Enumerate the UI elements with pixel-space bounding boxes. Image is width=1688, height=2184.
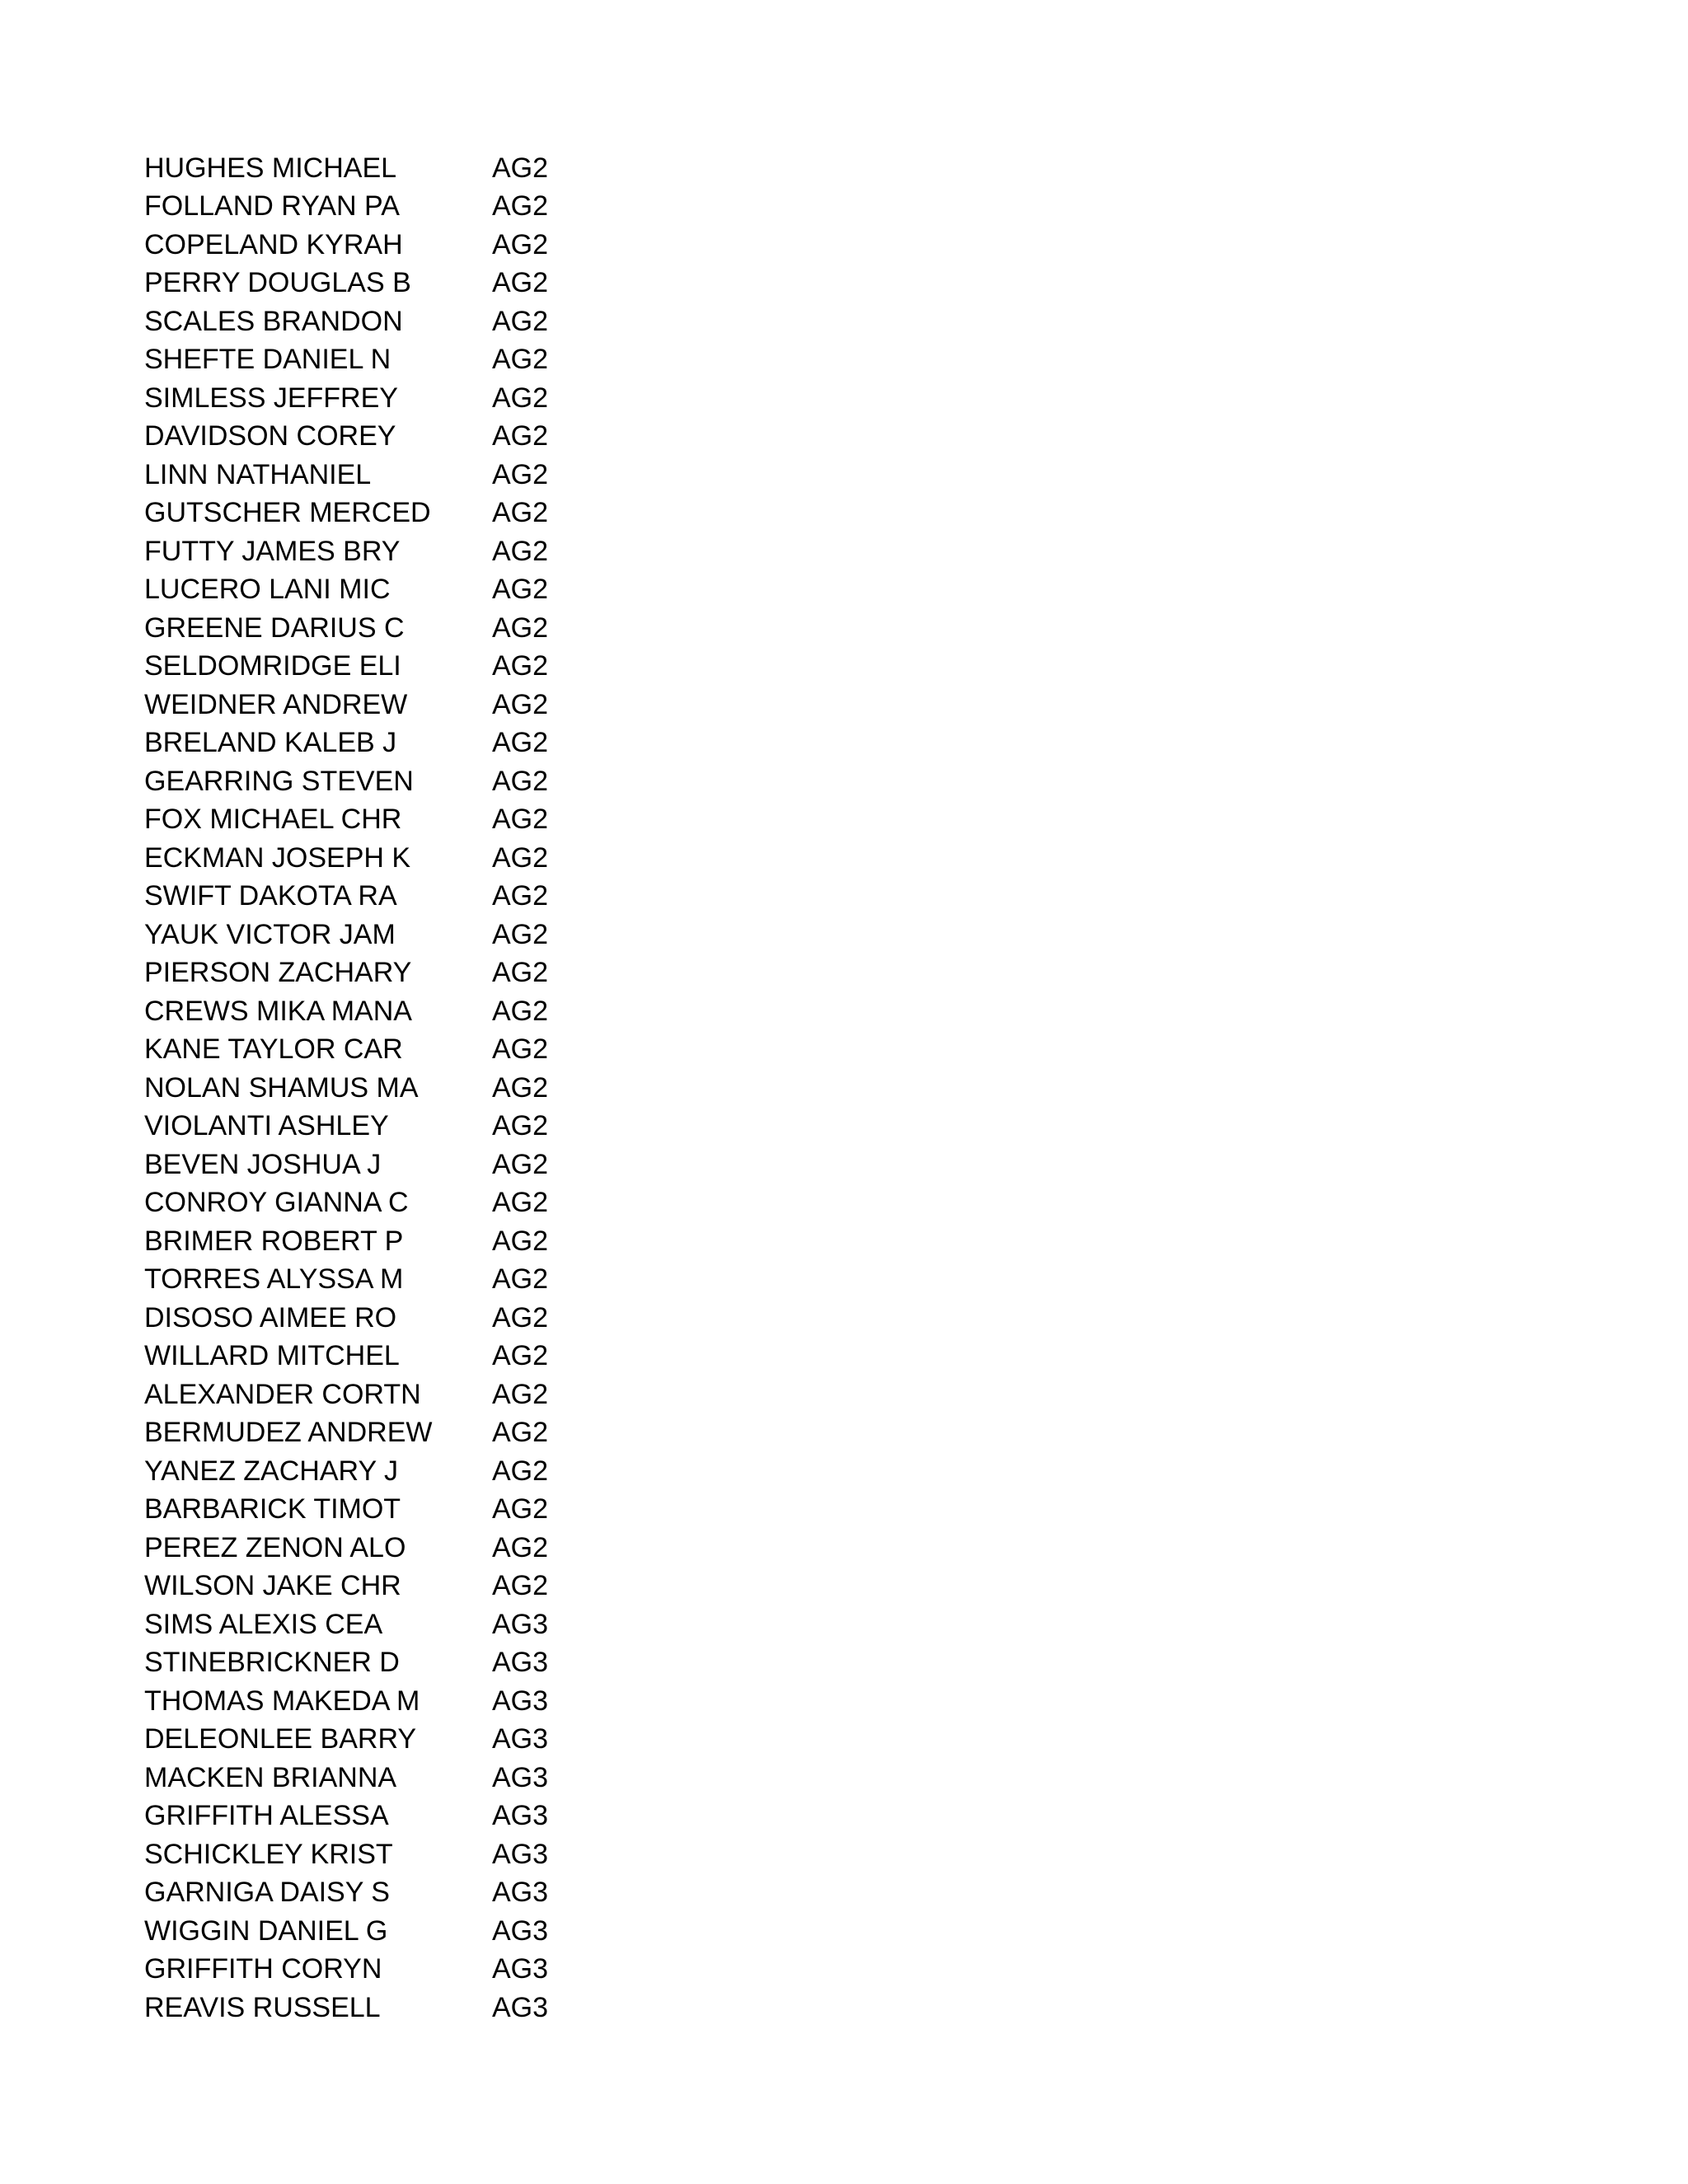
rating-code: AG3	[492, 1647, 549, 1679]
person-name: FOX MICHAEL CHR	[144, 804, 402, 836]
rating-code: AG2	[492, 1301, 549, 1333]
rating-code: AG2	[492, 1417, 549, 1449]
rating-code: AG2	[492, 535, 549, 567]
person-name: COPELAND KYRAH	[144, 228, 403, 260]
rating-code: AG2	[492, 1263, 549, 1296]
list-item	[144, 801, 639, 840]
rating-code: AG2	[492, 650, 549, 682]
rating-code: AG2	[492, 1110, 549, 1142]
person-name: WIGGIN DANIEL G	[144, 1915, 388, 1947]
rating-code: AG2	[492, 804, 549, 836]
list-item	[144, 494, 639, 533]
person-name: BRELAND KALEB J	[144, 727, 397, 759]
person-name: SELDOMRIDGE ELI	[144, 650, 401, 682]
person-name: SIMLESS JEFFREY	[144, 382, 398, 414]
person-name: KANE TAYLOR CAR	[144, 1033, 403, 1066]
list-item	[144, 1069, 639, 1108]
person-name: FOLLAND RYAN PA	[144, 190, 400, 223]
person-name: BEVEN JOSHUA J	[144, 1148, 382, 1180]
person-name: VIOLANTI ASHLEY	[144, 1110, 389, 1142]
rating-code: AG2	[492, 152, 549, 184]
rating-code: AG3	[492, 1685, 549, 1717]
rating-code: AG2	[492, 688, 549, 720]
rating-code: AG2	[492, 1187, 549, 1219]
person-name: CONROY GIANNA C	[144, 1187, 409, 1219]
person-name: LUCERO LANI MIC	[144, 574, 391, 606]
rating-code: AG2	[492, 1570, 549, 1602]
list-item	[144, 1721, 639, 1760]
list-item	[144, 1759, 639, 1797]
list-item	[144, 724, 639, 763]
list-item	[144, 609, 639, 648]
list-item	[144, 418, 639, 457]
list-item	[144, 1951, 639, 1990]
person-name: MACKEN BRIANNA	[144, 1761, 397, 1793]
person-name: SCALES BRANDON	[144, 305, 403, 337]
list-item	[144, 686, 639, 724]
rating-code: AG2	[492, 1033, 549, 1066]
rating-code: AG2	[492, 1071, 549, 1104]
list-item	[144, 1261, 639, 1300]
rating-code: AG2	[492, 765, 549, 797]
rating-code: AG3	[492, 1800, 549, 1832]
list-item	[144, 1108, 639, 1146]
rating-code: AG2	[492, 574, 549, 606]
rating-code: AG2	[492, 228, 549, 260]
rating-code: AG2	[492, 841, 549, 874]
list-item	[144, 1874, 639, 1913]
person-name: WILLARD MITCHEL	[144, 1340, 400, 1372]
person-name: DAVIDSON COREY	[144, 420, 396, 452]
list-item	[144, 1835, 639, 1874]
rating-code: AG2	[492, 1531, 549, 1563]
list-item	[144, 226, 639, 265]
person-name: BRIMER ROBERT P	[144, 1225, 404, 1257]
person-name: GREENE DARIUS C	[144, 612, 405, 644]
person-name: PERRY DOUGLAS B	[144, 267, 411, 299]
list-item	[144, 1912, 639, 1951]
list-item	[144, 1184, 639, 1223]
person-name: CREWS MIKA MANA	[144, 995, 412, 1027]
rating-code: AG3	[492, 1877, 549, 1909]
person-name: GARNIGA DAISY S	[144, 1877, 390, 1909]
rating-code: AG3	[492, 1991, 549, 2023]
person-name: TORRES ALYSSA M	[144, 1263, 404, 1296]
person-name: SCHICKLEY KRIST	[144, 1838, 393, 1870]
person-name: ALEXANDER CORTN	[144, 1378, 421, 1410]
rating-code: AG3	[492, 1915, 549, 1947]
list-item	[144, 762, 639, 801]
rating-code: AG2	[492, 267, 549, 299]
person-name: WILSON JAKE CHR	[144, 1570, 401, 1602]
person-name: YANEZ ZACHARY J	[144, 1455, 398, 1487]
person-name: REAVIS RUSSELL	[144, 1991, 381, 2023]
list-item	[144, 648, 639, 687]
list-item	[144, 571, 639, 610]
rating-code: AG2	[492, 1148, 549, 1180]
list-item	[144, 341, 639, 380]
list-item	[144, 379, 639, 418]
rating-code: AG3	[492, 1608, 549, 1640]
rating-code: AG3	[492, 1953, 549, 1985]
person-name: LINN NATHANIEL	[144, 458, 372, 490]
person-name: BARBARICK TIMOT	[144, 1493, 401, 1526]
list-item	[144, 1989, 639, 2027]
rating-code: AG2	[492, 420, 549, 452]
rating-code: AG2	[492, 880, 549, 912]
person-name: PIERSON ZACHARY	[144, 957, 412, 989]
person-name: DELEONLEE BARRY	[144, 1723, 417, 1755]
person-name: BERMUDEZ ANDREW	[144, 1417, 433, 1449]
rating-code: AG2	[492, 957, 549, 989]
list-item	[144, 1644, 639, 1683]
list-item	[144, 1338, 639, 1376]
person-name: GUTSCHER MERCED	[144, 497, 431, 529]
rating-code: AG2	[492, 918, 549, 950]
list-item	[144, 1797, 639, 1836]
list-item	[144, 1682, 639, 1721]
list-item	[144, 1605, 639, 1644]
person-name: PEREZ ZENON ALO	[144, 1531, 406, 1563]
person-name: ECKMAN JOSEPH K	[144, 841, 411, 874]
list-item	[144, 1452, 639, 1491]
list-item	[144, 188, 639, 227]
person-name: HUGHES MICHAEL	[144, 152, 397, 184]
person-name: DISOSO AIMEE RO	[144, 1301, 397, 1333]
list-item	[144, 1568, 639, 1606]
rating-code: AG3	[492, 1723, 549, 1755]
rating-code: AG2	[492, 1378, 549, 1410]
person-name: STINEBRICKNER D	[144, 1647, 400, 1679]
rating-code: AG2	[492, 727, 549, 759]
rating-code: AG2	[492, 382, 549, 414]
roster-list	[144, 149, 639, 2027]
list-item	[144, 1376, 639, 1414]
person-name: NOLAN SHAMUS MA	[144, 1071, 419, 1104]
list-item	[144, 265, 639, 303]
person-name: GRIFFITH CORYN	[144, 1953, 382, 1985]
list-item	[144, 954, 639, 993]
list-item	[144, 878, 639, 916]
person-name: SHEFTE DANIEL N	[144, 344, 392, 376]
list-item	[144, 916, 639, 954]
list-item	[144, 1414, 639, 1453]
person-name: GRIFFITH ALESSA	[144, 1800, 389, 1832]
rating-code: AG2	[492, 1493, 549, 1526]
person-name: FUTTY JAMES BRY	[144, 535, 401, 567]
person-name: SIMS ALEXIS CEA	[144, 1608, 383, 1640]
person-name: GEARRING STEVEN	[144, 765, 414, 797]
rating-code: AG2	[492, 344, 549, 376]
rating-code: AG2	[492, 1340, 549, 1372]
list-item	[144, 1529, 639, 1568]
rating-code: AG2	[492, 458, 549, 490]
rating-code: AG2	[492, 995, 549, 1027]
rating-code: AG2	[492, 1225, 549, 1257]
list-item	[144, 149, 639, 188]
list-item	[144, 1146, 639, 1184]
list-item	[144, 302, 639, 341]
person-name: YAUK VICTOR JAM	[144, 918, 396, 950]
person-name: SWIFT DAKOTA RA	[144, 880, 397, 912]
rating-code: AG2	[492, 305, 549, 337]
list-item	[144, 1491, 639, 1530]
rating-code: AG3	[492, 1838, 549, 1870]
list-item	[144, 1031, 639, 1070]
rating-code: AG3	[492, 1761, 549, 1793]
person-name: THOMAS MAKEDA M	[144, 1685, 420, 1717]
list-item	[144, 992, 639, 1031]
list-item	[144, 532, 639, 571]
rating-code: AG2	[492, 1455, 549, 1487]
list-item	[144, 456, 639, 494]
list-item	[144, 839, 639, 878]
rating-code: AG2	[492, 190, 549, 223]
list-item	[144, 1222, 639, 1261]
rating-code: AG2	[492, 497, 549, 529]
person-name: WEIDNER ANDREW	[144, 688, 408, 720]
list-item	[144, 1299, 639, 1338]
rating-code: AG2	[492, 612, 549, 644]
